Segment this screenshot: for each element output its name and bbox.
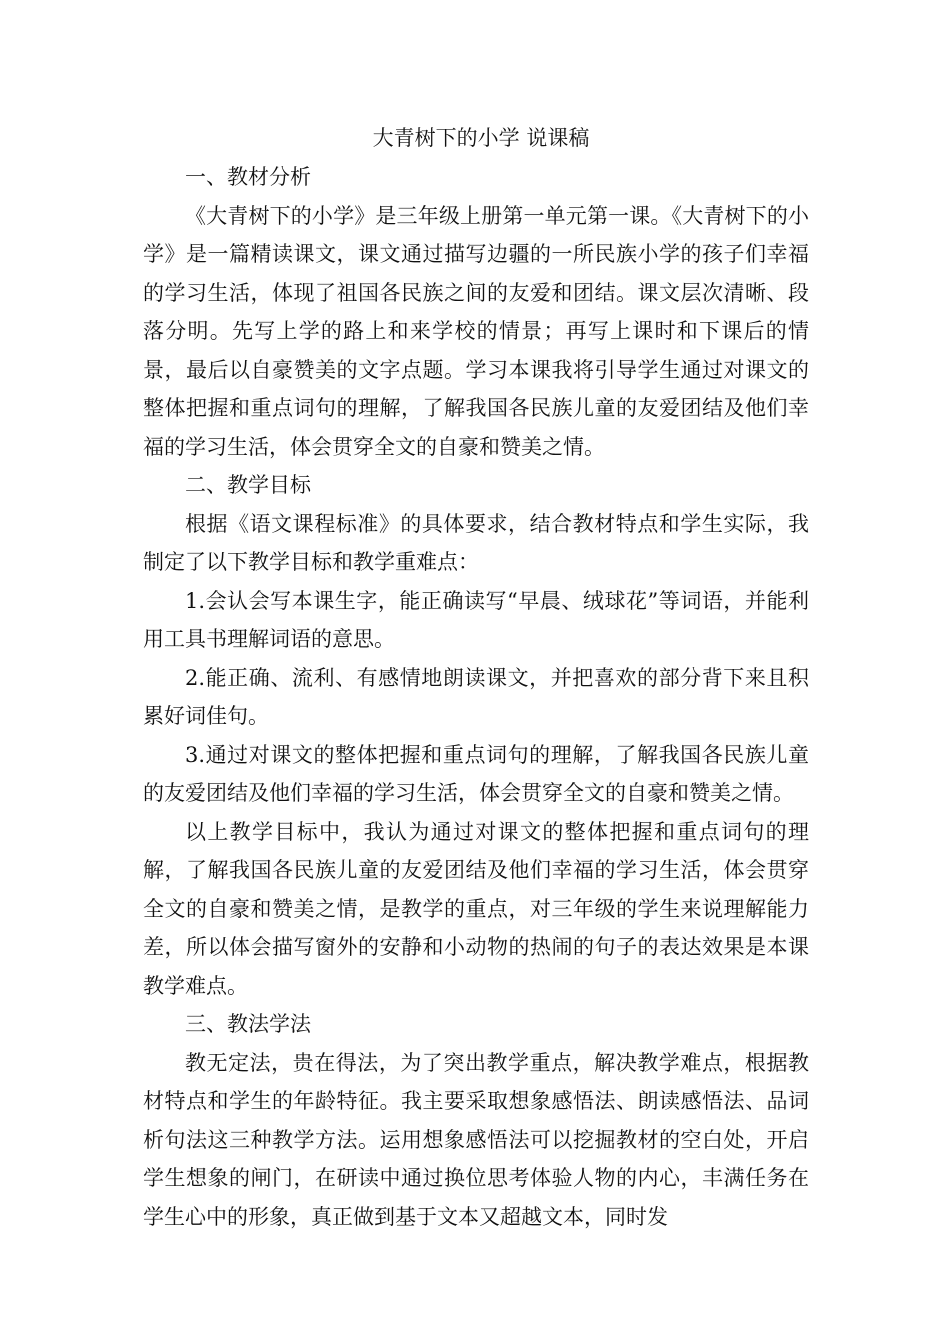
goal-item-3: 3.通过对课文的整体把握和重点词句的理解，了解我国各民族儿童的友爱团结及他们幸福的学习生活，体会贯穿全文的自豪和赞美之情。	[143, 742, 809, 805]
document-title: 大青树下的小学 说课稿	[372, 126, 590, 150]
goal-item-1: 1.会认会写本课生字，能正确读写“早晨、绒球花”等词语，并能利用工具书理解词语的意思。	[143, 588, 809, 651]
paragraph: 教无定法，贵在得法，为了突出教学重点，解决教学难点，根据教材特点和学生的年龄特征。我主要采取想象感悟法、朗读感悟法、品词析句法这三种教学方法。运用想象感悟法可以挖掘教材的空白处，开启学生想象的闸门，在研读中通过换位思考体验人物的内心，丰满任务在学生心中的形象，真正做到基于文本又超越文本，同时发	[143, 1050, 809, 1229]
document-body	[143, 118, 809, 1236]
paragraph: 以上教学目标中，我认为通过对课文的整体把握和重点词句的理解，了解我国各民族儿童的友爱团结及他们幸福的学习生活，体会贯穿全文的自豪和赞美之情，是教学的重点，对三年级的学生来说理解能力差，所以体会描写窗外的安静和小动物的热闹的句子的表达效果是本课教学难点。	[143, 819, 809, 998]
section-heading-teaching-goals: 二、教学目标	[185, 473, 311, 497]
section-heading-textbook-analysis: 一、教材分析	[185, 165, 311, 189]
section-heading-teaching-methods: 三、教法学法	[185, 1012, 311, 1036]
paragraph: 《大青树下的小学》是三年级上册第一单元第一课。《大青树下的小学》是一篇精读课文，课文通过描写边疆的一所民族小学的孩子们幸福的学习生活，体现了祖国各民族之间的友爱和团结。课文层次清晰、段落分明。先写上学的路上和来学校的情景；再写上课时和下课后的情景，最后以自豪赞美的文字点题。学习本课我将引导学生通过对课文的整体把握和重点词句的理解，了解我国各民族儿童的友爱团结及他们幸福的学习生活，体会贯穿全文的自豪和赞美之情。	[143, 203, 809, 459]
goal-item-2: 2.能正确、流利、有感情地朗读课文，并把喜欢的部分背下来且积累好词佳句。	[143, 665, 809, 728]
paragraph: 根据《语文课程标准》的具体要求，结合教材特点和学生实际，我制定了以下教学目标和教学重难点：	[143, 511, 809, 574]
